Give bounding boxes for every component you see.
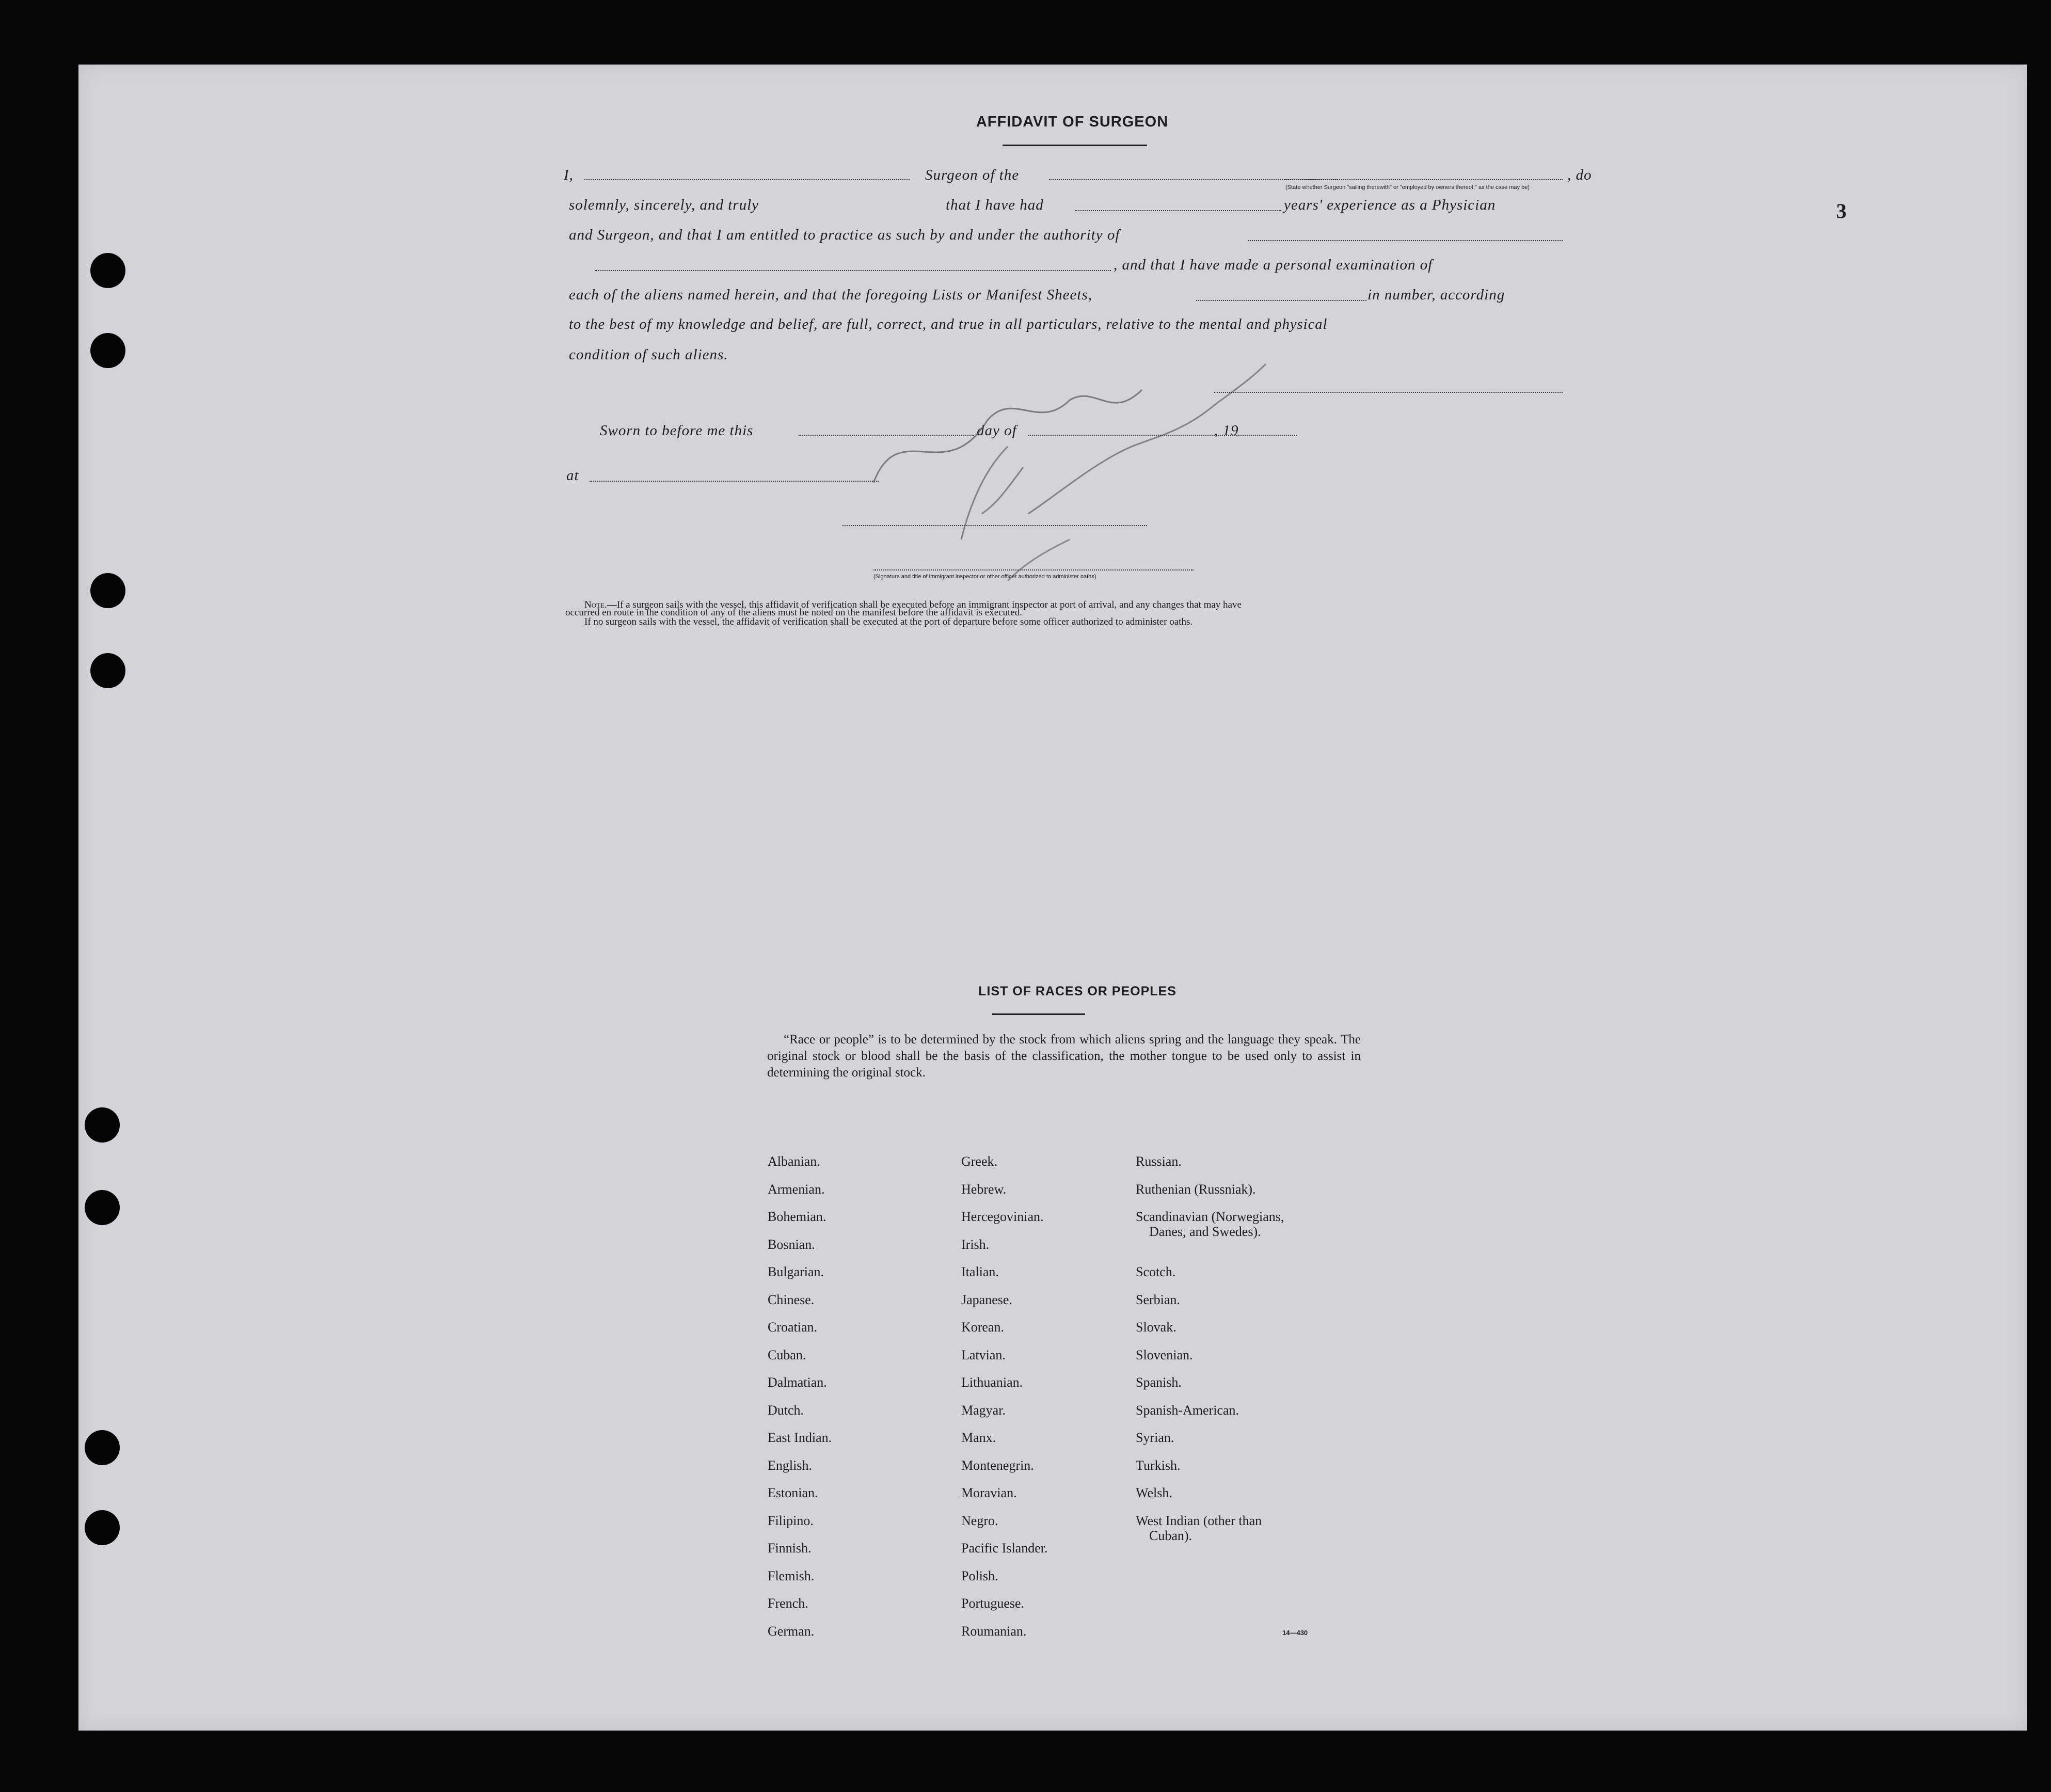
races-title: LIST OF RACES OR PEOPLES: [978, 984, 1176, 998]
race-item: Irish.: [961, 1236, 990, 1252]
punch-hole: [90, 573, 125, 608]
punch-hole: [90, 653, 125, 688]
affidavit-line-6: to the best of my knowledge and belief, are full, correct, and true in all particulars, relative to the mental and physical: [569, 316, 1328, 332]
sworn-line-c: , 19: [1214, 422, 1239, 439]
race-item: Scandinavian (Norwegians, Danes, and Swedes).: [1136, 1209, 1284, 1239]
affidavit-line-2c: years' experience as a Physician: [1284, 197, 1496, 213]
race-item: Cuban.: [768, 1347, 806, 1362]
affidavit-line-3: and Surgeon, and that I am entitled to practice as such by and under the authority of: [569, 227, 1120, 243]
race-item: Hebrew.: [961, 1181, 1007, 1197]
punch-hole: [85, 1190, 120, 1225]
race-item: Flemish.: [768, 1568, 815, 1583]
races-intro-text: “Race or people” is to be determined by the stock from which aliens spring and the language they speak. The original stock or blood shall be the basis of the classification, the mother tongue to be used only to assist in determining the original stock.: [767, 1033, 1361, 1080]
authority-blank: [1248, 240, 1563, 241]
race-item: Finnish.: [768, 1541, 812, 1556]
race-item: Greek.: [961, 1154, 998, 1169]
handwritten-annotation: [853, 343, 1369, 601]
affidavit-line-1c: , do: [1567, 167, 1592, 183]
signature-caption: (Signature and title of immigrant inspector or other officer authorized to administer oaths): [873, 574, 1096, 580]
race-item: Moravian.: [961, 1485, 1017, 1500]
race-item: Magyar.: [961, 1402, 1006, 1418]
status-blank: [1284, 179, 1563, 180]
authority-blank-2: [595, 270, 1111, 271]
race-item: Bulgarian.: [768, 1264, 824, 1279]
affidavit-line-5b: in number, according: [1368, 287, 1505, 303]
race-item: Lithuanian.: [961, 1375, 1023, 1390]
race-item: Pacific Islander.: [961, 1541, 1048, 1556]
race-item: German.: [768, 1623, 815, 1639]
race-item: Manx.: [961, 1430, 996, 1445]
race-item: Dutch.: [768, 1402, 804, 1418]
race-item: Chinese.: [768, 1292, 815, 1307]
affidavit-line-4: , and that I have made a personal examination of: [1114, 257, 1433, 273]
race-item: Ruthenian (Russniak).: [1136, 1181, 1256, 1197]
note-heading: Note.: [584, 599, 607, 610]
affidavit-note-3: If no surgeon sails with the vessel, the affidavit of verification shall be executed at the port of departure before some officer authorized to administer oaths.: [584, 616, 1193, 627]
years-blank: [1075, 210, 1281, 211]
race-item: Filipino.: [768, 1513, 814, 1528]
race-item: Korean.: [961, 1320, 1005, 1335]
race-item: Syrian.: [1136, 1430, 1174, 1445]
race-item: Welsh.: [1136, 1485, 1172, 1500]
affidavit-line-7: condition of such aliens.: [569, 346, 728, 363]
form-number: 14—430: [1282, 1629, 1308, 1637]
race-item: Portuguese.: [961, 1596, 1025, 1611]
race-item: Scotch.: [1136, 1264, 1176, 1279]
race-item: Albanian.: [768, 1154, 820, 1169]
affidavit-line-2b: that I have had: [946, 197, 1044, 213]
race-item: Dalmatian.: [768, 1375, 827, 1390]
punch-hole: [85, 1510, 120, 1545]
punch-hole: [90, 333, 125, 368]
affidavit-line-2a: solemnly, sincerely, and truly: [569, 197, 759, 213]
race-item: Estonian.: [768, 1485, 818, 1500]
race-item: Croatian.: [768, 1320, 818, 1335]
name-blank: [584, 179, 910, 180]
place-blank: [590, 481, 879, 482]
sworn-line-b: day of: [977, 422, 1017, 439]
race-item: East Indian.: [768, 1430, 832, 1445]
race-item: Slovenian.: [1136, 1347, 1193, 1362]
sworn-line-a: Sworn to before me this: [600, 422, 754, 439]
affidavit-note-2: occurred en route in the condition of any of the aliens must be noted on the manifest before the affidavit is executed.: [565, 607, 1022, 618]
affidavit-line-5a: each of the aliens named herein, and that the foregoing Lists or Manifest Sheets,: [569, 287, 1092, 303]
race-item: Bosnian.: [768, 1236, 815, 1252]
race-item: Montenegrin.: [961, 1457, 1034, 1473]
race-item: Bohemian.: [768, 1209, 826, 1224]
race-item: English.: [768, 1457, 812, 1473]
document-page: [78, 65, 2027, 1731]
race-item: French.: [768, 1596, 808, 1611]
race-item: Russian.: [1136, 1154, 1182, 1169]
affidavit-line-1a: I,: [564, 167, 574, 183]
sheets-blank: [1196, 300, 1366, 301]
status-note: (State whether Surgeon "sailing therewith" or "employed by owners thereof," as the case may be): [1285, 184, 1530, 191]
race-item: Japanese.: [961, 1292, 1012, 1307]
punch-hole: [85, 1107, 120, 1143]
race-item: Serbian.: [1136, 1292, 1180, 1307]
affidavit-line-1b: Surgeon of the: [925, 167, 1020, 183]
race-item: Turkish.: [1136, 1457, 1181, 1473]
race-item: Hercegovinian.: [961, 1209, 1044, 1224]
note-text-1: —If a surgeon sails with the vessel, this affidavit of verification shall be executed before an immigrant inspector at port of arrival, and any changes that may have: [607, 599, 1242, 610]
page-number: 3: [1836, 199, 1847, 223]
affidavit-title: AFFIDAVIT OF SURGEON: [976, 114, 1169, 130]
punch-hole: [85, 1430, 120, 1465]
race-item: Negro.: [961, 1513, 998, 1528]
race-item: Italian.: [961, 1264, 999, 1279]
punch-hole: [90, 253, 125, 288]
race-item: Latvian.: [961, 1347, 1006, 1362]
races-title-underline: [992, 1013, 1085, 1015]
race-item: Roumanian.: [961, 1623, 1027, 1639]
race-item: Slovak.: [1136, 1320, 1176, 1335]
race-item: Spanish-American.: [1136, 1402, 1239, 1418]
race-item: Armenian.: [768, 1181, 825, 1197]
race-item: Spanish.: [1136, 1375, 1182, 1390]
race-item: Polish.: [961, 1568, 998, 1583]
title-underline: [1003, 145, 1147, 146]
races-intro: [767, 1032, 1361, 1081]
race-item: West Indian (other than Cuban).: [1136, 1513, 1262, 1543]
at-label: at: [566, 467, 579, 484]
